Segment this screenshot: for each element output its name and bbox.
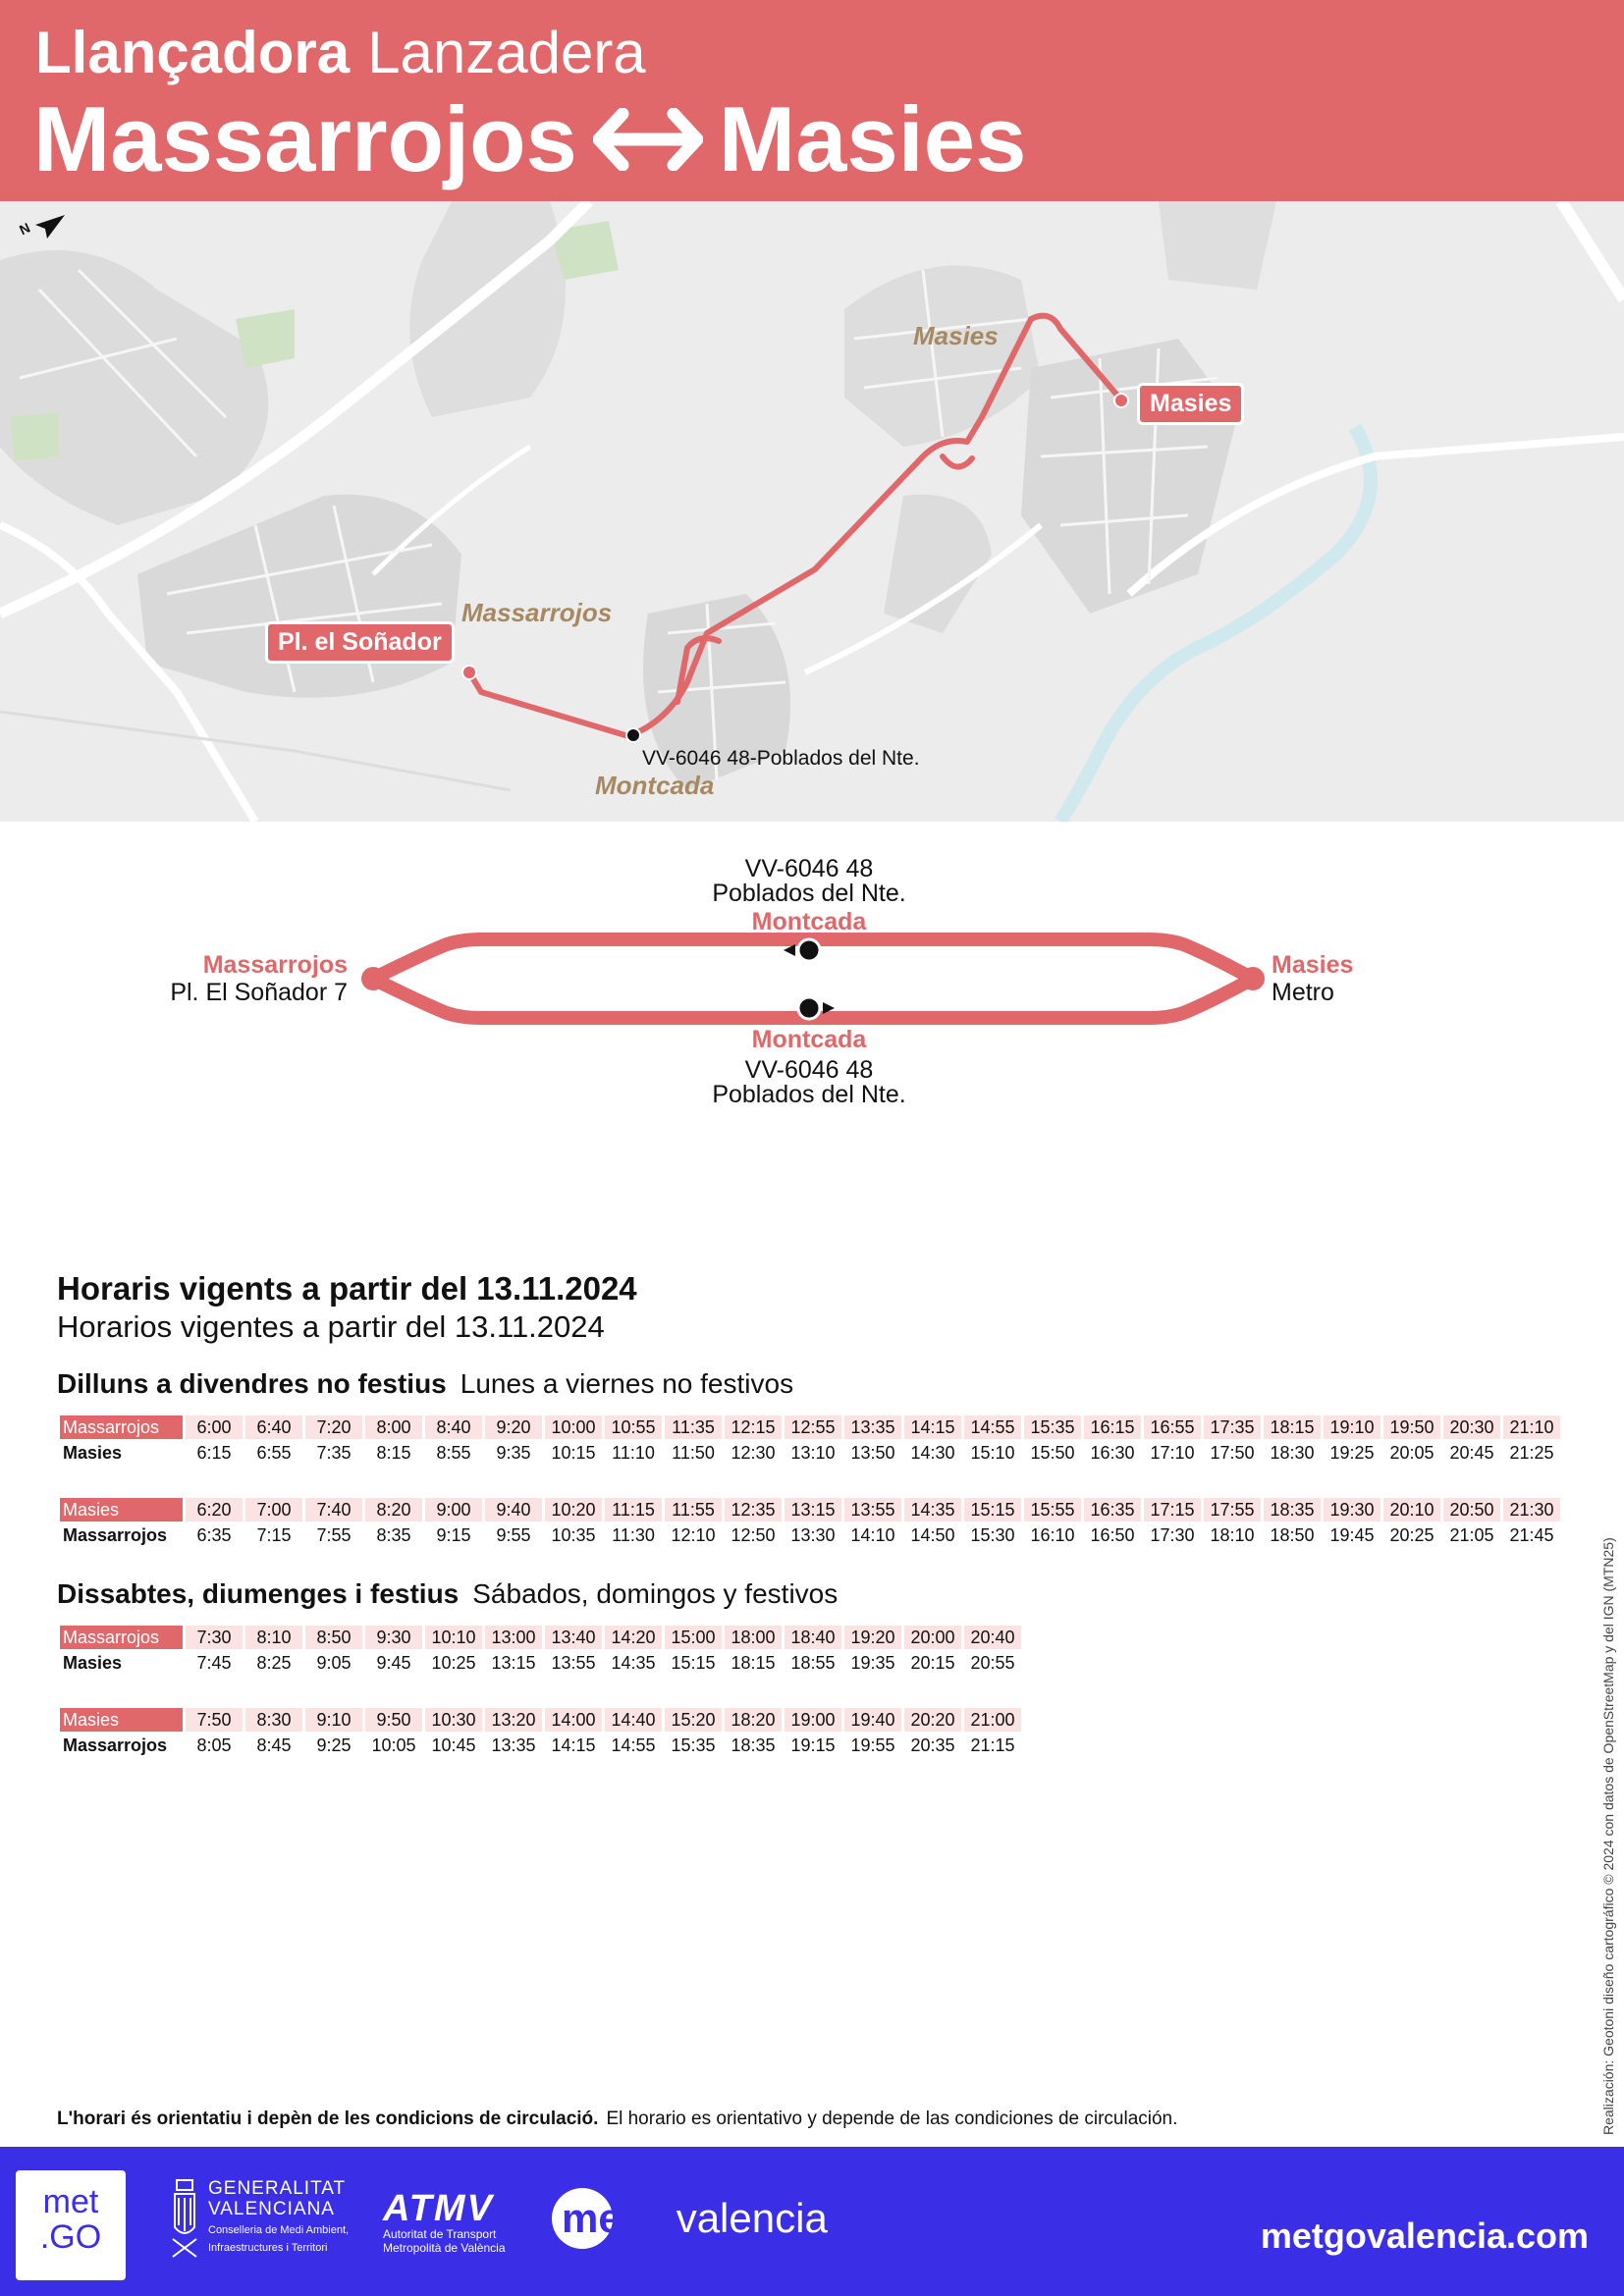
departure-time: 13:55 [844,1498,901,1522]
row-label: Masies [63,1652,123,1673]
arrival-time: 11:30 [612,1524,655,1545]
departure-time: 9:20 [485,1415,542,1439]
arrival-time: 15:35 [671,1735,716,1755]
arrival-time: 18:35 [731,1735,776,1755]
line-diagram [0,822,1624,1175]
arrival-time: 17:30 [1150,1524,1195,1545]
arrival-time: 14:30 [910,1442,955,1463]
header-banner [0,0,1624,201]
departure-time: 10:30 [425,1708,482,1732]
map-town-massarrojos: Massarrojos [461,598,613,627]
route-title [33,87,1027,190]
generalitat-text [208,2178,349,2255]
arrival-time: 16:50 [1090,1524,1135,1545]
departure-time: 20:50 [1443,1498,1500,1522]
departure-time: 12:15 [725,1415,782,1439]
arrival-time: 18:10 [1210,1524,1255,1545]
departure-time: 8:50 [305,1626,362,1649]
arrival-time: 7:15 [256,1524,292,1545]
departure-time: 12:55 [785,1415,841,1439]
row-label: Masies [60,1708,183,1732]
departure-time: 21:10 [1503,1415,1560,1439]
departure-time: 19:00 [785,1708,841,1732]
bidirectional-arrow-icon [593,108,703,171]
arrival-time: 7:55 [316,1524,352,1545]
north-marker: N [17,219,33,239]
arrival-time: 20:35 [910,1735,955,1755]
metrovalencia-rest: valencia [676,2195,828,2241]
arrival-time: 8:45 [256,1735,292,1755]
departure-time: 13:00 [485,1626,542,1649]
departure-time: 15:15 [964,1498,1021,1522]
arrival-time: 9:15 [436,1524,471,1545]
disclaimer-note [57,2109,1177,2130]
arrival-time: 17:10 [1150,1442,1195,1463]
departure-time: 19:40 [844,1708,901,1732]
arrival-time: 13:55 [551,1652,596,1673]
generalitat-emblem-icon [169,2178,200,2261]
generalitat-sub-line1: Conselleria de Medi Ambient, [208,2224,350,2236]
weekday-title-spanish: Lunes a viernes no festivos [460,1368,794,1399]
departure-time: 18:00 [725,1626,782,1649]
arrival-time: 13:30 [790,1524,836,1545]
arrival-time: 13:35 [491,1735,536,1755]
arrival-time: 13:50 [850,1442,895,1463]
map-town-montcada: Montcada [595,771,715,800]
arrival-time: 9:45 [376,1652,411,1673]
arrival-time: 19:35 [850,1652,895,1673]
departure-time: 19:30 [1324,1498,1380,1522]
weekday-heading [57,1368,793,1400]
departure-time: 18:15 [1264,1415,1321,1439]
departure-time: 13:15 [785,1498,841,1522]
arrival-time: 10:15 [551,1442,596,1463]
departure-time: 20:00 [904,1626,961,1649]
arrival-time: 12:30 [731,1442,776,1463]
arrival-time: 21:05 [1449,1524,1494,1545]
timetable-weekday-inbound [57,1496,1563,1549]
departure-time: 15:00 [665,1626,722,1649]
generalitat-sub-line2: Infraestructures i Territori [208,2242,328,2254]
table-row [60,1523,1560,1547]
departure-time: 16:35 [1084,1498,1141,1522]
arrival-time: 16:10 [1030,1524,1075,1545]
timetable-weekend-inbound [57,1706,1024,1759]
table-row [60,1415,1560,1439]
schedule-title-catalan: Horaris vigents a partir del 13.11.2024 [57,1270,637,1307]
departure-time: 17:15 [1144,1498,1201,1522]
arrival-time: 19:45 [1329,1524,1375,1545]
arrival-time: 10:45 [431,1735,476,1755]
arrival-time: 13:15 [491,1652,536,1673]
departure-time: 15:55 [1024,1498,1081,1522]
departure-time: 16:55 [1144,1415,1201,1439]
arrival-time: 15:10 [970,1442,1015,1463]
row-label: Massarrojos [63,1524,168,1545]
arrival-time: 14:35 [611,1652,656,1673]
departure-time: 14:00 [545,1708,602,1732]
departure-time: 13:35 [844,1415,901,1439]
weekend-title-catalan: Dissabtes, diumenges i festius [57,1578,460,1609]
departure-time: 11:35 [665,1415,722,1439]
atmv-logo [383,2190,506,2255]
departure-time: 14:20 [605,1626,662,1649]
arrival-time: 8:25 [256,1652,292,1673]
departure-time: 11:55 [665,1498,722,1522]
arrival-time: 8:35 [376,1524,411,1545]
arrival-time: 11:50 [672,1442,715,1463]
arrival-time: 12:10 [671,1524,716,1545]
atmv-sub-line1: Autoritat de Transport [383,2227,497,2241]
departure-time: 20:10 [1383,1498,1440,1522]
arrival-time: 15:30 [970,1524,1015,1545]
departure-time: 10:10 [425,1626,482,1649]
arrival-time: 14:55 [611,1735,656,1755]
departure-time: 8:10 [245,1626,302,1649]
metgo-logo-line1: met [42,2183,99,2220]
departure-time: 19:50 [1383,1415,1440,1439]
departure-time: 20:40 [964,1626,1021,1649]
arrival-time: 20:05 [1389,1442,1435,1463]
departure-time: 9:10 [305,1708,362,1732]
departure-time: 6:40 [245,1415,302,1439]
generalitat-title-line2: VALENCIANA [208,2199,335,2219]
disclaimer-spanish: El horario es orientativo y depende de las condiciones de circulación. [606,2109,1178,2129]
departure-time: 12:35 [725,1498,782,1522]
diagram-left-sub: Pl. El Soñador 7 [170,979,348,1006]
table-row [60,1651,1021,1675]
departure-time: 7:00 [245,1498,302,1522]
departure-time: 7:30 [186,1626,243,1649]
departure-time: 19:10 [1324,1415,1380,1439]
departure-time: 15:20 [665,1708,722,1732]
diagram-bottom-stop-line2: Poblados del Nte. [712,1081,906,1108]
row-label: Masies [60,1498,183,1522]
table-row [60,1708,1021,1732]
row-label: Massarrojos [63,1735,168,1755]
arrival-time: 17:50 [1210,1442,1255,1463]
departure-time: 7:50 [186,1708,243,1732]
departure-time: 13:20 [485,1708,542,1732]
departure-time: 14:40 [605,1708,662,1732]
departure-time: 6:20 [186,1498,243,1522]
title-spanish: Lanzadera [367,20,646,85]
diagram-top-stop-line1: VV-6046 48 [744,855,874,882]
website-link[interactable]: metgovalencia.com [1260,2216,1589,2256]
departure-time: 18:40 [785,1626,841,1649]
arrival-time: 10:35 [551,1524,596,1545]
map-stop-label-masies: Masies [1137,383,1244,425]
departure-time: 18:20 [725,1708,782,1732]
arrival-time: 18:30 [1270,1442,1315,1463]
departure-time: 17:55 [1204,1498,1261,1522]
arrival-time: 18:15 [731,1652,776,1673]
departure-time: 19:20 [844,1626,901,1649]
row-label: Massarrojos [60,1626,183,1649]
table-row [60,1734,1021,1757]
diagram-right-name: Masies [1272,951,1354,979]
departure-time: 7:40 [305,1498,362,1522]
metgo-logo-line2: .GO [39,2218,102,2256]
departure-time: 18:35 [1264,1498,1321,1522]
row-label: Massarrojos [60,1415,183,1439]
map-background [0,201,1624,822]
arrival-time: 11:10 [612,1442,655,1463]
departure-time: 13:40 [545,1626,602,1649]
metrovalencia-wordmark [562,2195,828,2242]
arrival-time: 19:15 [790,1735,836,1755]
arrival-time: 6:35 [196,1524,232,1545]
arrival-time: 9:55 [496,1524,531,1545]
departure-time: 11:15 [605,1498,662,1522]
diagram-bottom-town: Montcada [751,1026,867,1053]
departure-time: 21:00 [964,1708,1021,1732]
departure-time: 9:40 [485,1498,542,1522]
arrival-time: 21:15 [970,1735,1015,1755]
schedule-title-spanish: Horarios vigentes a partir del 13.11.2024 [57,1309,605,1344]
departure-time: 20:20 [904,1708,961,1732]
departure-time: 15:35 [1024,1415,1081,1439]
departure-time: 6:00 [186,1415,243,1439]
departure-time: 10:55 [605,1415,662,1439]
departure-time: 8:00 [365,1415,422,1439]
atmv-sub-line2: Metropolità de València [383,2241,506,2255]
departure-time: 8:30 [245,1708,302,1732]
arrival-time: 20:15 [910,1652,955,1673]
departure-time: 9:00 [425,1498,482,1522]
arrival-time: 8:05 [196,1735,232,1755]
arrival-time: 14:15 [551,1735,596,1755]
departure-time: 14:15 [904,1415,961,1439]
diagram-top-stop-line2: Poblados del Nte. [712,880,906,907]
arrival-time: 21:25 [1509,1442,1554,1463]
route-to: Masies [718,87,1027,190]
diagram-right-sub: Metro [1272,979,1334,1006]
metrovalencia-bold: metro [562,2195,677,2241]
arrival-time: 12:50 [731,1524,776,1545]
departure-time: 10:00 [545,1415,602,1439]
arrival-time: 9:25 [316,1735,352,1755]
arrival-time: 20:25 [1389,1524,1435,1545]
disclaimer-catalan: L'horari és orientatiu i depèn de les condicions de circulació. [57,2109,599,2129]
departure-time: 14:55 [964,1415,1021,1439]
arrival-time: 15:50 [1030,1442,1075,1463]
arrival-time: 16:30 [1090,1442,1135,1463]
diagram-bottom-stop-line1: VV-6046 48 [744,1056,874,1084]
map-stop-label-sonador: Pl. el Soñador [265,621,455,664]
atmv-title: ATMV [383,2188,494,2229]
weekday-title-catalan: Dilluns a divendres no festius [57,1368,447,1399]
departure-time: 9:30 [365,1626,422,1649]
arrival-time: 19:55 [850,1735,895,1755]
table-row [60,1626,1021,1649]
arrival-time: 15:15 [671,1652,716,1673]
departure-time: 8:20 [365,1498,422,1522]
arrival-time: 7:45 [196,1652,232,1673]
diagram-left-name: Massarrojos [202,951,348,979]
route-map [0,201,1624,822]
map-credit: Realización: Geotoni diseño cartográfico © 2024 con datos de OpenStreetMap y del IGN (MTN25) [1600,1537,1616,2135]
footer-bar [0,2147,1624,2296]
map-stop-text: VV-6046 48-Poblados del Nte. [642,747,920,770]
timetable-weekend-outbound [57,1624,1024,1677]
departure-time: 21:30 [1503,1498,1560,1522]
departure-time: 14:35 [904,1498,961,1522]
timetable-weekday-outbound [57,1414,1563,1467]
title-catalan: Llançadora [35,20,351,85]
weekend-heading [57,1578,838,1610]
arrival-time: 14:50 [910,1524,955,1545]
map-town-masies: Masies [913,321,999,350]
arrival-time: 19:25 [1329,1442,1375,1463]
generalitat-title-line1: GENERALITAT [208,2178,347,2199]
metgo-logo [16,2170,126,2280]
arrival-time: 9:05 [316,1652,352,1673]
arrival-time: 9:35 [496,1442,531,1463]
arrival-time: 20:55 [970,1652,1015,1673]
departure-time: 16:15 [1084,1415,1141,1439]
arrival-time: 7:35 [316,1442,352,1463]
arrival-time: 20:45 [1449,1442,1494,1463]
departure-time: 20:30 [1443,1415,1500,1439]
arrival-time: 6:15 [196,1442,232,1463]
weekend-title-spanish: Sábados, domingos y festivos [472,1578,839,1609]
departure-time: 9:50 [365,1708,422,1732]
route-from: Massarrojos [33,87,577,190]
departure-time: 8:40 [425,1415,482,1439]
arrival-time: 6:55 [256,1442,292,1463]
departure-time: 10:20 [545,1498,602,1522]
metrovalencia-logo [552,2188,828,2249]
arrival-time: 10:25 [431,1652,476,1673]
diagram-top-town: Montcada [751,908,867,935]
arrival-time: 8:55 [436,1442,471,1463]
arrival-time: 18:55 [790,1652,836,1673]
arrival-time: 21:45 [1509,1524,1554,1545]
row-label: Masies [63,1442,123,1463]
departure-time: 7:20 [305,1415,362,1439]
arrival-time: 10:05 [371,1735,416,1755]
table-row [60,1441,1560,1465]
north-arrow-icon [18,213,67,242]
arrival-time: 14:10 [850,1524,895,1545]
arrival-time: 13:10 [790,1442,836,1463]
departure-time: 17:35 [1204,1415,1261,1439]
header-title-line [35,18,646,88]
table-row [60,1498,1560,1522]
arrival-time: 18:50 [1270,1524,1315,1545]
arrival-time: 8:15 [376,1442,411,1463]
